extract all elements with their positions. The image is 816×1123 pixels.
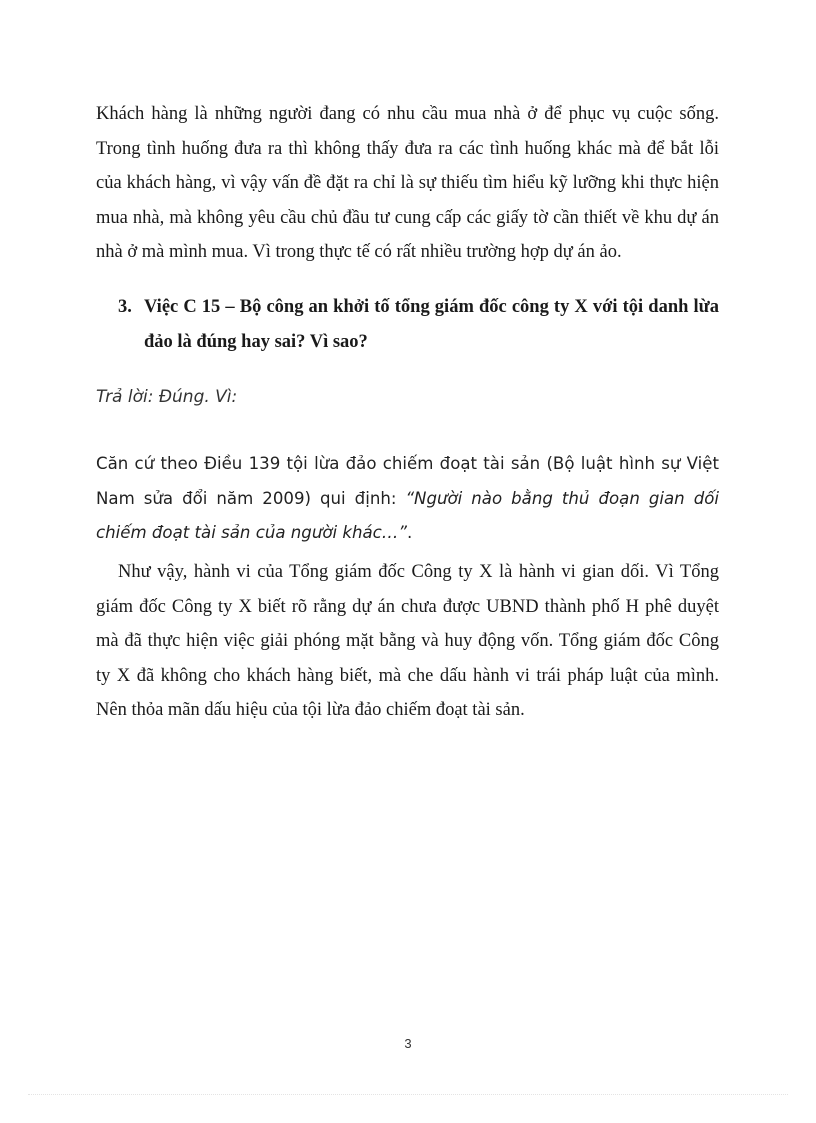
paragraph-conclusion: Như vậy, hành vi của Tổng giám đốc Công ty X là hành vi gian dối. Vì Tổng giám đốc Công ty X biết rõ rằng dự án chưa được UBND thành phố H phê duyệt mà đã thực hiện việc giải phóng mặt bằng và huy động vốn. Tổng giám đốc Công ty X đã không cho khách hàng biết, mà che dấu hành vi trái pháp luật của mình. Nên thỏa mãn dấu hiệu của tội lừa đảo chiếm đoạt tài sản. — [96, 562, 719, 720]
paragraph-customer-context: Khách hàng là những người đang có nhu cầu mua nhà ở để phục vụ cuộc sống. Trong tình huống đưa ra thì không thấy đưa ra các tình huống khác mà để bắt lỗi của khách hàng, vì vậy vấn đề đặt ra chỉ là sự thiếu tìm hiểu kỹ lưỡng khi thực hiện mua nhà, mà không yêu cầu chủ đầu tư cung cấp các giấy tờ cần thiết về khu dự án nhà ở mà mình mua. Vì trong thực tế có rất nhiều trường hợp dự án ảo. — [96, 104, 719, 262]
legal-quote: “Người nào bằng thủ đoạn gian dối chiếm đoạt tài sản của người khác…” — [96, 488, 719, 542]
legal-basis-tail: . — [407, 523, 413, 542]
legal-basis-lead: Căn cứ theo Điều 139 tội lừa đảo chiếm đoạt tài sản (Bộ luật hình sự Việt Nam sửa đổi năm 2009) qui định: — [96, 454, 719, 508]
page-number: 3 — [404, 1036, 412, 1051]
section-title: Việc C 15 – Bộ công an khởi tố tổng giám đốc công ty X với tội danh lừa đảo là đúng hay sai? Vì sao? — [144, 297, 719, 352]
answer-line: Trả lời: Đúng. Vì: — [96, 387, 238, 407]
paragraph-legal-basis — [96, 447, 719, 551]
section-number: 3. — [118, 297, 132, 317]
page-bottom-divider — [28, 1094, 788, 1095]
section-heading-3 — [118, 290, 719, 359]
